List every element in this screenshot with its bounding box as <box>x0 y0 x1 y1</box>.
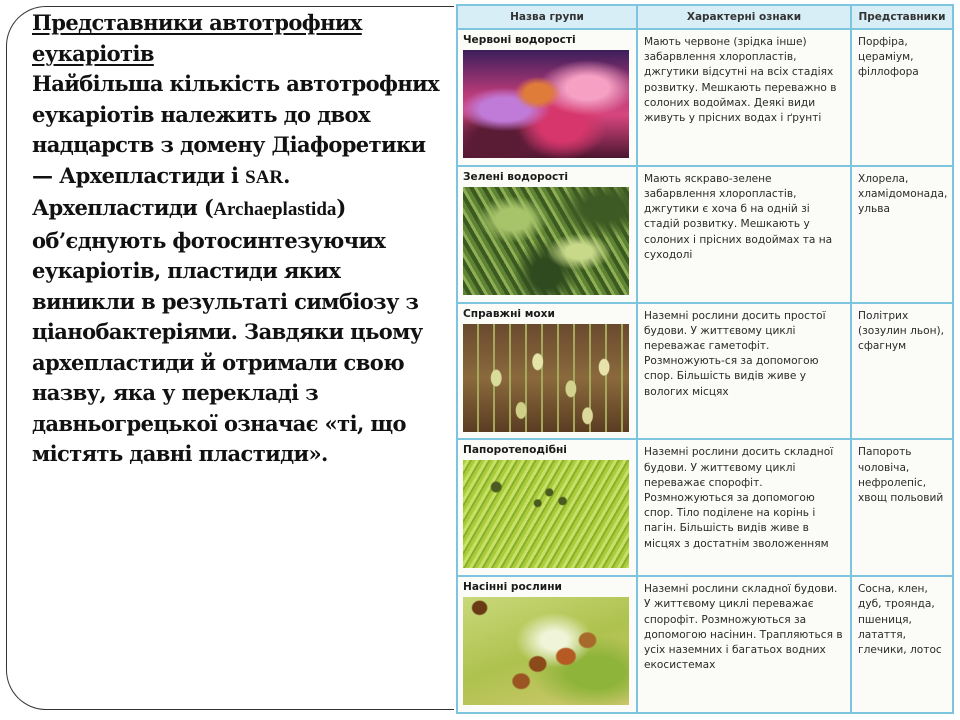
table-header-row <box>457 5 953 29</box>
table-row <box>457 29 953 166</box>
group-name: Справжні мохи <box>463 307 555 320</box>
features-cell: Мають червоне (зрідка інше) забарвлення хлоропластів, джгутики відсутні на всіх стадіях розвитку. Мешкають переважно в солоних водоймах. Деякі види живуть у прісних водах і ґрунті <box>637 29 851 166</box>
group-name-cell <box>457 29 637 166</box>
slide-title: Представники автотрофних еукаріотів <box>32 10 362 66</box>
features-cell: Мають яскраво-зелене забарвлення хлоропластів, джгутики є хоча б на одній зі стадій розвитку. Мешкають у солоних і прісних водоймах та на суходолі <box>637 166 851 303</box>
red-algae-photo <box>463 50 629 158</box>
group-name: Зелені водорості <box>463 170 569 183</box>
table-row <box>457 439 953 576</box>
representatives-cell: Порфіра, цераміум, філлофора <box>851 29 953 166</box>
group-name-cell <box>457 576 637 713</box>
paragraph-latin-term: SAR <box>245 166 284 188</box>
moss-photo <box>463 324 629 432</box>
representatives-cell: Хлорела, хламідомонада, ульва <box>851 166 953 303</box>
group-name-cell <box>457 439 637 576</box>
representatives-cell: Сосна, клен, дуб, троянда, пшениця, латаття, глечики, лотос <box>851 576 953 713</box>
group-name: Насінні рослини <box>463 581 562 594</box>
features-cell: Наземні рослини досить складної будови. У життєвому циклі переважає спорофіт. Розмножуються за допомогою спор. Тіло поділене на корінь і пагін. Більшість видів живе в місцях з достатнім зволоженням <box>637 439 851 576</box>
groups-table <box>456 4 954 714</box>
paragraph-text: Найбільша кількість автотрофних еукаріотів належить до двох надцарств з домену Діафоретики — Архепластиди і <box>32 71 439 188</box>
fern-photo <box>463 460 629 568</box>
groups-table-container <box>456 4 952 714</box>
slide-text <box>32 8 442 470</box>
green-algae-photo <box>463 187 629 295</box>
group-name: Червоні водорості <box>463 34 576 46</box>
group-name-cell <box>457 166 637 303</box>
paragraph-text: . Архепластиди ( <box>32 162 290 220</box>
representatives-cell: Політрих (зозулин льон), сфагнум <box>851 303 953 440</box>
slide-paragraph <box>32 71 439 466</box>
paragraph-latin-term: Archaeplastida <box>213 199 337 220</box>
table-row <box>457 303 953 440</box>
header-group-name: Назва групи <box>457 5 637 29</box>
header-representatives: Представники <box>851 5 953 29</box>
table-row <box>457 576 953 713</box>
features-cell: Наземні рослини складної будови. У життєвому циклі переважає спорофіт. Розмножуються за допомогою насінин. Трапляються в усіх наземних і багатьох водних екосистемах <box>637 576 851 713</box>
features-cell: Наземні рослини досить простої будови. У життєвому циклі переважає гаметофіт. Розмножують-ся за допомогою спор. Більшість видів живе у вологих місцях <box>637 303 851 440</box>
paragraph-text: ) об’єднують фотосинтезуючих еукаріотів, пластиди яких виникли в результаті симбіозу з ціанобактеріями. Завдяки цьому архепластиди й отримали свою назву, яка у перекладі з давньогрецької означає «ті, що містять давні пластиди». <box>32 195 423 466</box>
table-row <box>457 166 953 303</box>
representatives-cell: Папороть чоловіча, нефролепіс, хвощ польовий <box>851 439 953 576</box>
group-name-cell <box>457 303 637 440</box>
group-name: Папоротеподібні <box>463 444 567 457</box>
seed-plants-photo <box>463 597 629 705</box>
header-features: Характерні ознаки <box>637 5 851 29</box>
